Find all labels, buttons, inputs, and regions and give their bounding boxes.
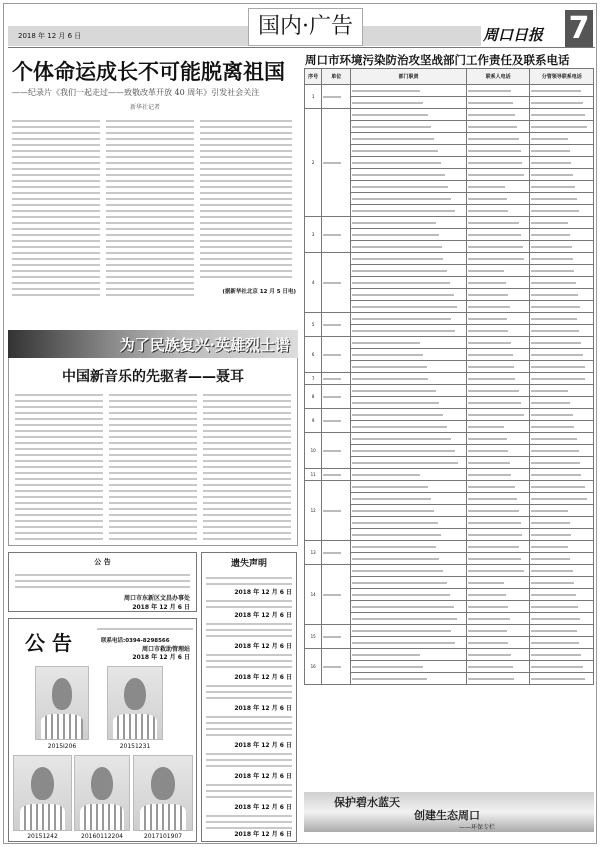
contact-cell — [466, 193, 530, 205]
row-number: 2 — [305, 109, 322, 217]
unit-cell — [322, 337, 351, 373]
duty-cell — [351, 361, 467, 373]
contact-cell — [466, 625, 530, 637]
duty-cell — [351, 241, 467, 253]
notice-box — [8, 552, 197, 612]
leader-cell — [530, 205, 594, 217]
unit-cell — [322, 625, 351, 649]
leader-cell — [530, 565, 594, 577]
byline: 新华社记者 — [130, 104, 161, 111]
lost-item-text — [206, 749, 292, 771]
contact-cell — [466, 445, 530, 457]
notice-title: 公 告 — [94, 558, 111, 566]
unit-cell — [322, 85, 351, 109]
duty-cell — [351, 109, 467, 121]
lost-item-date: 2018 年 12 月 6 日 — [234, 674, 292, 681]
banner-title: 为了民族复兴·英雄烈士谱 — [119, 336, 290, 354]
duty-cell — [351, 133, 467, 145]
contact-cell — [466, 265, 530, 277]
leader-cell — [530, 109, 594, 121]
duty-cell — [351, 469, 467, 481]
contact-cell — [466, 133, 530, 145]
contact-cell — [466, 577, 530, 589]
row-number: 4 — [305, 253, 322, 313]
leader-cell — [530, 601, 594, 613]
leader-cell — [530, 253, 594, 265]
lost-title: 遗失声明 — [230, 559, 267, 569]
contact-cell — [466, 109, 530, 121]
lost-item-date: 2018 年 12 月 6 日 — [234, 804, 292, 811]
row-number: 6 — [305, 337, 322, 373]
table-title: 周口市环境污染防治攻坚战部门工作责任及联系电话 — [305, 53, 570, 67]
contact-cell — [466, 145, 530, 157]
lost-item-text — [206, 712, 292, 740]
contact-cell — [466, 169, 530, 181]
contact-cell — [466, 217, 530, 229]
leader-cell — [530, 337, 594, 349]
duty-cell — [351, 169, 467, 181]
contact-cell — [466, 481, 530, 493]
photo-caption: 20160112204 — [81, 833, 123, 840]
leader-cell — [530, 133, 594, 145]
table-row — [305, 337, 594, 349]
leader-cell — [530, 481, 594, 493]
article-column — [12, 116, 100, 296]
duty-cell — [351, 373, 467, 385]
leader-cell — [530, 121, 594, 133]
dateline: (据新华社北京 12 月 5 日电) — [222, 289, 296, 295]
banner-line2: 创建生态周口 — [414, 809, 480, 822]
duty-cell — [351, 601, 467, 613]
lost-item-text — [206, 811, 292, 829]
lost-item-date: 2018 年 12 月 6 日 — [234, 705, 292, 712]
row-number: 16 — [305, 649, 322, 685]
table-row — [305, 481, 594, 493]
contact-cell — [466, 301, 530, 313]
duty-cell — [351, 493, 467, 505]
lost-item-date: 2018 年 12 月 6 日 — [234, 589, 292, 596]
notice-text — [15, 570, 190, 590]
contact-cell — [466, 529, 530, 541]
person-photo — [133, 755, 193, 831]
contact-cell — [466, 637, 530, 649]
duty-cell — [351, 265, 467, 277]
leader-cell — [530, 505, 594, 517]
contact-cell — [466, 601, 530, 613]
issue-date: 2018 年 12 月 6 日 — [18, 32, 82, 40]
row-number: 14 — [305, 565, 322, 625]
contact-cell — [466, 649, 530, 661]
person-photo — [13, 755, 72, 831]
contact-cell — [466, 325, 530, 337]
duty-cell — [351, 589, 467, 601]
duty-cell — [351, 121, 467, 133]
leader-cell — [530, 97, 594, 109]
person-photo — [35, 666, 89, 740]
row-number: 10 — [305, 433, 322, 469]
leader-cell — [530, 373, 594, 385]
leader-cell — [530, 517, 594, 529]
unit-cell — [322, 109, 351, 217]
leader-cell — [530, 541, 594, 553]
duty-cell — [351, 193, 467, 205]
responsibility-table — [304, 68, 594, 788]
contact-cell — [466, 553, 530, 565]
eco-banner — [304, 792, 594, 832]
header-right-bar — [363, 26, 481, 46]
duty-cell — [351, 457, 467, 469]
leader-cell — [530, 589, 594, 601]
duty-cell — [351, 145, 467, 157]
table-row — [305, 433, 594, 445]
unit-cell — [322, 409, 351, 433]
leader-cell — [530, 361, 594, 373]
duty-cell — [351, 421, 467, 433]
page-number: 7 — [565, 10, 593, 48]
table-row — [305, 649, 594, 661]
contact-cell — [466, 397, 530, 409]
leader-cell — [530, 625, 594, 637]
leader-cell — [530, 193, 594, 205]
duty-cell — [351, 505, 467, 517]
duty-cell — [351, 289, 467, 301]
notice-phone: 联系电话:0394-8298566 — [101, 638, 170, 644]
leader-cell — [530, 421, 594, 433]
row-number: 11 — [305, 469, 322, 481]
contact-cell — [466, 313, 530, 325]
leader-cell — [530, 301, 594, 313]
row-number: 9 — [305, 409, 322, 433]
leader-cell — [530, 157, 594, 169]
table-row — [305, 469, 594, 481]
contact-cell — [466, 349, 530, 361]
lost-item-date: 2018 年 12 月 6 日 — [234, 643, 292, 650]
column-header: 部门职责 — [351, 69, 467, 85]
table-row — [305, 217, 594, 229]
notice-signer: 周口市东新区文昌办事处 — [123, 595, 190, 602]
lost-declarations-box — [201, 552, 297, 842]
leader-cell — [530, 289, 594, 301]
contact-cell — [466, 97, 530, 109]
column-header: 序号 — [305, 69, 322, 85]
leader-cell — [530, 325, 594, 337]
missing-persons-notice — [8, 618, 197, 842]
leader-cell — [530, 445, 594, 457]
leader-cell — [530, 313, 594, 325]
person-photo — [107, 666, 163, 740]
banner-line1: 保护碧水蓝天 — [334, 796, 400, 809]
duty-cell — [351, 445, 467, 457]
lost-item-text — [206, 780, 292, 802]
lost-item-list — [206, 573, 292, 838]
unit-cell — [322, 433, 351, 469]
unit-cell — [322, 541, 351, 565]
row-number: 13 — [305, 541, 322, 565]
lost-item-date: 2018 年 12 月 6 日 — [234, 742, 292, 749]
table-row — [305, 85, 594, 97]
contact-cell — [466, 241, 530, 253]
contact-cell — [466, 517, 530, 529]
table-row — [305, 625, 594, 637]
hero-article-title: 中国新音乐的先驱者——聂耳 — [62, 369, 244, 385]
duty-cell — [351, 313, 467, 325]
leader-cell — [530, 169, 594, 181]
contact-cell — [466, 337, 530, 349]
table-row — [305, 373, 594, 385]
row-number: 12 — [305, 481, 322, 541]
duty-cell — [351, 637, 467, 649]
duty-cell — [351, 481, 467, 493]
duty-cell — [351, 553, 467, 565]
duty-cell — [351, 661, 467, 673]
photo-caption: 2015I206 — [47, 743, 77, 750]
contact-cell — [466, 541, 530, 553]
leader-cell — [530, 577, 594, 589]
header-left-bar — [8, 26, 248, 46]
section-title: 国内·广告 — [248, 8, 363, 46]
column-header: 联系人电话 — [466, 69, 530, 85]
row-number: 15 — [305, 625, 322, 649]
contact-cell — [466, 613, 530, 625]
article-column — [109, 390, 197, 540]
leader-cell — [530, 145, 594, 157]
leader-cell — [530, 349, 594, 361]
contact-cell — [466, 85, 530, 97]
leader-cell — [530, 661, 594, 673]
unit-cell — [322, 253, 351, 313]
lost-item-text — [206, 619, 292, 641]
lost-item-date: 2018 年 12 月 6 日 — [234, 773, 292, 780]
row-number: 8 — [305, 385, 322, 409]
duty-cell — [351, 673, 467, 685]
table-row — [305, 253, 594, 265]
article-column — [200, 116, 292, 281]
newspaper-logo: 周口日报 — [483, 26, 544, 44]
photo-caption: 20151231 — [119, 743, 151, 750]
duty-cell — [351, 277, 467, 289]
contact-cell — [466, 121, 530, 133]
article-column — [203, 390, 291, 540]
table-header-row — [305, 69, 594, 85]
leader-cell — [530, 385, 594, 397]
row-number: 7 — [305, 373, 322, 385]
row-number: 1 — [305, 85, 322, 109]
contact-cell — [466, 505, 530, 517]
leader-cell — [530, 217, 594, 229]
leader-cell — [530, 181, 594, 193]
leader-cell — [530, 229, 594, 241]
contact-cell — [466, 253, 530, 265]
contact-cell — [466, 565, 530, 577]
duty-cell — [351, 613, 467, 625]
duty-cell — [351, 541, 467, 553]
duty-cell — [351, 253, 467, 265]
unit-cell — [322, 565, 351, 625]
duty-cell — [351, 397, 467, 409]
leader-cell — [530, 553, 594, 565]
lost-item-date: 2018 年 12 月 6 日 — [234, 612, 292, 619]
leader-cell — [530, 457, 594, 469]
leader-cell — [530, 397, 594, 409]
contact-cell — [466, 181, 530, 193]
duty-cell — [351, 205, 467, 217]
contact-cell — [466, 433, 530, 445]
contact-cell — [466, 277, 530, 289]
article-headline: 个体命运成长不可能脱离祖国 — [12, 60, 285, 84]
unit-cell — [322, 373, 351, 385]
contact-cell — [466, 661, 530, 673]
table-row — [305, 565, 594, 577]
contact-cell — [466, 421, 530, 433]
column-header: 单位 — [322, 69, 351, 85]
duty-cell — [351, 649, 467, 661]
leader-cell — [530, 241, 594, 253]
duty-cell — [351, 529, 467, 541]
duty-cell — [351, 349, 467, 361]
contact-cell — [466, 229, 530, 241]
column-header: 分管领导联系电话 — [530, 69, 594, 85]
table-row — [305, 541, 594, 553]
banner-line3: ——环保专栏 — [459, 824, 496, 831]
unit-cell — [322, 481, 351, 541]
duty-cell — [351, 409, 467, 421]
hero-article-box — [8, 358, 298, 546]
duty-cell — [351, 433, 467, 445]
duty-cell — [351, 385, 467, 397]
duty-cell — [351, 625, 467, 637]
unit-cell — [322, 385, 351, 409]
notice-date: 2018 年 12 月 6 日 — [132, 654, 190, 661]
table-row — [305, 385, 594, 397]
leader-cell — [530, 85, 594, 97]
unit-cell — [322, 469, 351, 481]
contact-cell — [466, 205, 530, 217]
duty-cell — [351, 97, 467, 109]
notice-signer: 周口市救助管理站 — [141, 646, 190, 653]
leader-cell — [530, 493, 594, 505]
photo-caption: 20151242 — [27, 833, 58, 840]
row-number: 3 — [305, 217, 322, 253]
unit-cell — [322, 649, 351, 685]
duty-cell — [351, 157, 467, 169]
row-number: 5 — [305, 313, 322, 337]
contact-cell — [466, 493, 530, 505]
contact-cell — [466, 469, 530, 481]
table-row — [305, 313, 594, 325]
duty-cell — [351, 565, 467, 577]
notice-date: 2018 年 12 月 6 日 — [132, 604, 190, 611]
leader-cell — [530, 265, 594, 277]
article-column — [15, 390, 103, 540]
table-row — [305, 109, 594, 121]
contact-cell — [466, 361, 530, 373]
unit-cell — [322, 313, 351, 337]
table-row — [305, 409, 594, 421]
leader-cell — [530, 649, 594, 661]
lost-item-text — [206, 650, 292, 672]
duty-cell — [351, 229, 467, 241]
leader-cell — [530, 673, 594, 685]
person-photo — [74, 755, 130, 831]
notice-text — [97, 624, 193, 634]
contact-cell — [466, 289, 530, 301]
leader-cell — [530, 529, 594, 541]
contact-cell — [466, 409, 530, 421]
leader-cell — [530, 433, 594, 445]
notice-title: 公 告 — [25, 631, 72, 655]
leader-cell — [530, 277, 594, 289]
duty-cell — [351, 217, 467, 229]
leader-cell — [530, 469, 594, 481]
duty-cell — [351, 337, 467, 349]
contact-cell — [466, 373, 530, 385]
lost-item-date: 2018 年 12 月 6 日 — [234, 831, 292, 838]
hero-banner — [8, 330, 298, 358]
unit-cell — [322, 217, 351, 253]
duty-cell — [351, 181, 467, 193]
lost-item-text — [206, 681, 292, 703]
article-column — [106, 116, 194, 296]
contact-cell — [466, 457, 530, 469]
duty-cell — [351, 325, 467, 337]
duty-cell — [351, 301, 467, 313]
photo-caption: 2017101907 — [143, 833, 183, 840]
duty-cell — [351, 85, 467, 97]
leader-cell — [530, 613, 594, 625]
leader-cell — [530, 637, 594, 649]
duty-cell — [351, 577, 467, 589]
contact-cell — [466, 589, 530, 601]
header-rule — [8, 47, 595, 48]
leader-cell — [530, 409, 594, 421]
contact-cell — [466, 385, 530, 397]
contact-cell — [466, 673, 530, 685]
lost-item-text — [206, 596, 292, 610]
contact-cell — [466, 157, 530, 169]
duty-cell — [351, 517, 467, 529]
lost-item-text — [206, 573, 292, 587]
article-subtitle: ——纪录片《我们一起走过——致敬改革开放 40 周年》引发社会关注 — [12, 88, 260, 97]
